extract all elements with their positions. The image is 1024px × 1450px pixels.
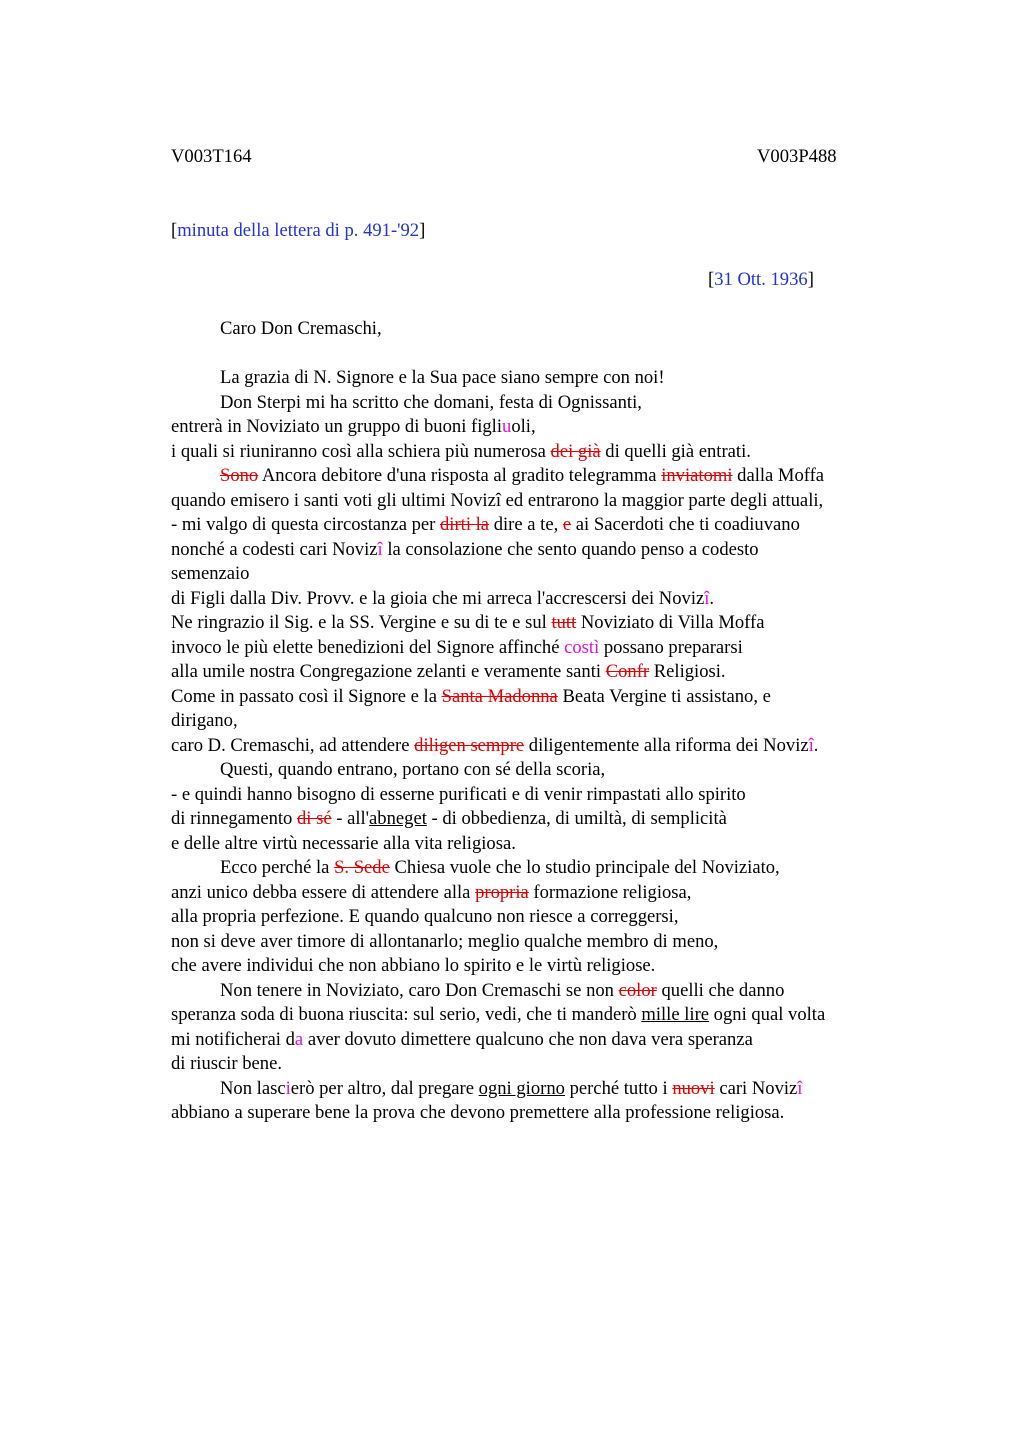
text-span: cari Noviz: [714, 1077, 798, 1099]
text-line: semenzaio: [171, 563, 250, 584]
text-line: [171, 1028, 931, 1053]
document-code-right: V003P488: [757, 146, 837, 167]
text-line: [171, 1077, 931, 1102]
text-span: caro D. Cremaschi, ad attendere: [171, 734, 415, 756]
text-span: anzi unico debba essere di attendere alla: [171, 881, 476, 903]
text-line: [171, 881, 931, 906]
text-span: .: [709, 587, 715, 609]
text-line: Don Sterpi mi ha scritto che domani, festa di Ognissanti,: [220, 391, 642, 413]
text-span: dire a te,: [489, 514, 563, 535]
text-line: [171, 587, 931, 612]
deleted-text: nuovi: [672, 1077, 715, 1099]
text-line: [171, 734, 931, 759]
text-span: ai Sacerdoti che ti coadiuvano: [571, 514, 800, 535]
text-line: dirigano,: [171, 710, 238, 731]
inserted-text: î: [797, 1077, 803, 1099]
text-span: diligentemente alla riforma dei Noviz: [524, 734, 809, 756]
inserted-text: u: [502, 416, 512, 437]
salutation: Caro Don Cremaschi,: [220, 318, 382, 339]
text-line: alla propria perfezione. E quando qualcuno non riesce a correggersi,: [171, 906, 679, 927]
text-span: erò per altro, dal pregare: [290, 1077, 479, 1099]
text-line: [171, 538, 931, 563]
text-span: entrerà in Noviziato un gruppo di buoni figli: [171, 416, 503, 437]
note-text: minuta della lettera di p. 491-'92: [177, 220, 420, 241]
inserted-text: î: [808, 734, 814, 756]
underlined-text: mille lire: [641, 1004, 710, 1025]
deleted-text: S. Sede: [334, 857, 390, 878]
text-span: Ancora debitore d'una risposta al gradito telegramma: [258, 465, 662, 486]
text-line: abbiano a superare bene la prova che devono premettere alla professione religiosa.: [171, 1102, 785, 1123]
text-span: alla umile nostra Congregazione zelanti e veramente santi: [171, 661, 606, 682]
text-line: [171, 856, 931, 881]
text-span: - di obbedienza, di umiltà, di semplicità: [426, 808, 727, 829]
text-span: ogni qual volta: [709, 1004, 826, 1025]
inserted-text: a: [294, 1028, 304, 1050]
text-span: di rinnegamento: [171, 808, 297, 829]
text-span: - mi valgo di questa circostanza per: [171, 514, 440, 535]
inserted-text: i: [285, 1077, 291, 1099]
text-line: [171, 415, 931, 440]
text-line: [171, 1003, 931, 1028]
editorial-note: [171, 220, 425, 242]
deleted-text: inviatomi: [661, 465, 733, 486]
text-span: Non lasc: [220, 1077, 286, 1099]
deleted-text: dirti la: [440, 514, 490, 535]
date-close-bracket: ]: [807, 269, 814, 290]
letter-date: [708, 269, 814, 291]
deleted-text: Sono: [220, 465, 259, 486]
text-span: aver dovuto dimettere qualcuno che non dava vera speranza: [303, 1028, 753, 1050]
page-header: [171, 146, 931, 172]
text-line: La grazia di N. Signore e la Sua pace siano sempre con noi!: [220, 367, 665, 388]
text-line: Questi, quando entrano, portano con sé della scoria,: [220, 759, 606, 780]
deleted-text: color: [618, 979, 657, 1001]
text-span: Chiesa vuole che lo studio principale del Noviziato,: [389, 857, 780, 878]
inserted-text: î: [704, 587, 710, 609]
text-span: i quali si riuniranno così alla schiera più numerosa: [171, 440, 551, 462]
deleted-text: diligen sempre: [414, 734, 525, 756]
text-span: Come in passato così il Signore e la: [171, 685, 442, 707]
text-span: la consolazione che sento quando penso a codesto: [382, 538, 759, 560]
text-span: di Figli dalla Div. Provv. e la gioia che mi arreca l'accrescersi dei Noviz: [171, 587, 705, 609]
text-line: non si deve aver timore di allontanarlo; meglio qualche membro di meno,: [171, 930, 719, 952]
text-span: di quelli già entrati.: [600, 440, 751, 462]
deleted-text: tutt: [551, 612, 577, 633]
text-span: mi notificherai d: [171, 1028, 295, 1050]
text-span: possano prepararsi: [599, 636, 743, 658]
text-line: quando emisero i santi voti gli ultimi Novizî ed entrarono la maggior parte degli attuali,: [171, 489, 824, 511]
text-line: [171, 611, 931, 636]
text-span: .: [813, 734, 819, 756]
underlined-text: ogni giorno: [478, 1077, 565, 1099]
text-line: [171, 464, 931, 489]
note-close-bracket: ]: [419, 220, 426, 241]
text-line: [171, 660, 931, 685]
text-span: Ne ringrazio il Sig. e la SS. Vergine e su di te e sul: [171, 612, 552, 633]
text-line: [171, 636, 931, 661]
date-open-bracket: [: [708, 269, 715, 290]
underlined-text: abneget: [369, 808, 427, 829]
text-span: Ecco perché la: [220, 857, 335, 878]
text-span: Religiosi.: [649, 661, 726, 682]
text-span: invoco le più elette benedizioni del Signore affinché: [171, 636, 565, 658]
text-span: perché tutto i: [564, 1077, 673, 1099]
text-line: che avere individui che non abbiano lo spirito e le virtù religiose.: [171, 955, 656, 976]
date-text: 31 Ott. 1936: [714, 269, 808, 290]
deleted-text: e: [562, 514, 572, 535]
text-line: [171, 513, 931, 538]
text-span: nonché a codesti cari Noviz: [171, 538, 378, 560]
text-line: [171, 685, 931, 710]
text-span: Noviziato di Villa Moffa: [576, 612, 765, 633]
deleted-text: dei già: [550, 440, 601, 462]
document-page: [171, 146, 931, 172]
text-line: [171, 979, 931, 1004]
deleted-text: di sé: [297, 808, 332, 829]
deleted-text: propria: [475, 881, 529, 903]
text-span: Non tenere in Noviziato, caro Don Cremaschi se non: [220, 979, 619, 1001]
text-span: dalla Moffa: [732, 465, 825, 486]
note-open-bracket: [: [171, 220, 178, 241]
text-line: di riuscir bene.: [171, 1053, 283, 1074]
inserted-text: î: [377, 538, 383, 560]
text-span: Beata Vergine ti assistano, e: [557, 685, 771, 707]
deleted-text: Confr: [605, 661, 650, 682]
text-span: - all': [331, 808, 370, 829]
deleted-text: Santa Madonna: [441, 685, 558, 707]
text-line: - e quindi hanno bisogno di esserne purificati e di venir rimpastati allo spirito: [171, 783, 746, 805]
text-line: [171, 440, 931, 465]
inserted-text: costì: [564, 636, 600, 658]
text-line: [171, 807, 931, 832]
text-span: quelli che danno: [656, 979, 785, 1001]
letter-body: [171, 317, 931, 1126]
document-code-left: V003T164: [171, 146, 252, 167]
text-line: e delle altre virtù necessarie alla vita religiosa.: [171, 832, 516, 854]
text-span: oli,: [511, 416, 536, 437]
text-span: formazione religiosa,: [528, 881, 692, 903]
paragraph-gap: [171, 342, 931, 367]
text-span: speranza soda di buona riuscita: sul serio, vedi, che ti manderò: [171, 1004, 642, 1025]
